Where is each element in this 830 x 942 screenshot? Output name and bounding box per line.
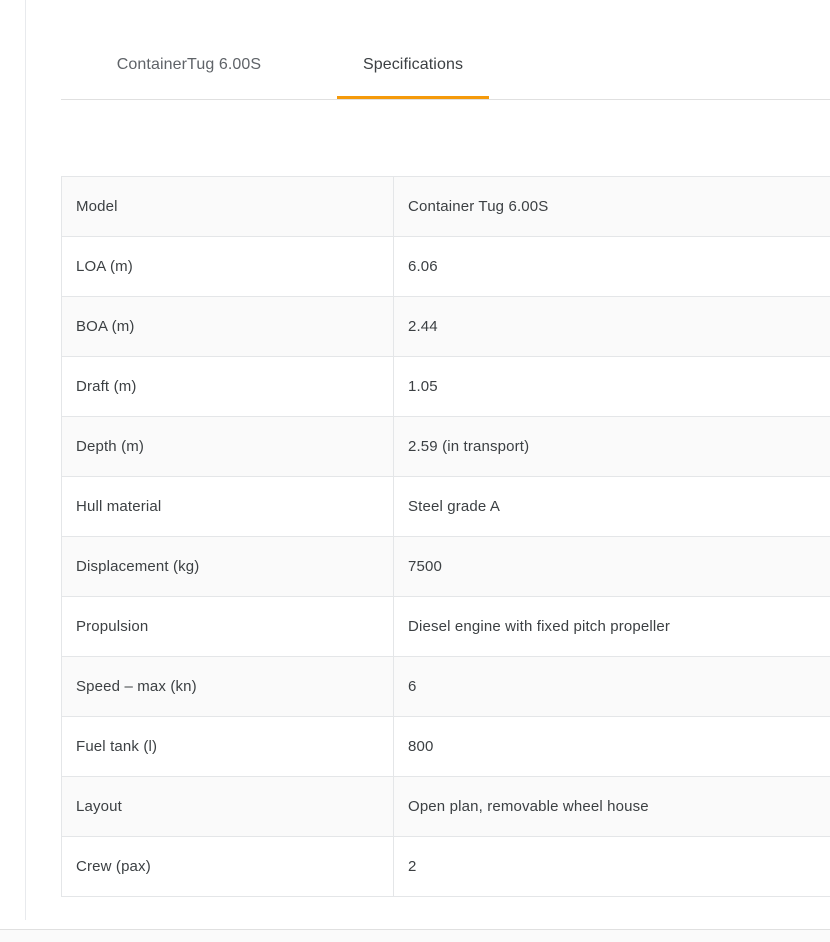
- table-row: [62, 237, 830, 297]
- table-row: [62, 297, 830, 357]
- spec-value-cell: 7500: [394, 537, 830, 597]
- table-row: [62, 417, 830, 477]
- spec-label-cell: Layout: [62, 777, 394, 837]
- spec-label-cell: Hull material: [62, 477, 394, 537]
- specifications-table: [61, 176, 830, 897]
- table-row: [62, 717, 830, 777]
- spec-value-cell: 6.06: [394, 237, 830, 297]
- tab-bar-divider: [61, 99, 830, 100]
- spec-value-cell: 2.59 (in transport): [394, 417, 830, 477]
- spec-label-cell: Displacement (kg): [62, 537, 394, 597]
- table-row: [62, 537, 830, 597]
- tab-label: ContainerTug 6.00S: [116, 55, 262, 73]
- spec-value-cell: Steel grade A: [394, 477, 830, 537]
- table-row: [62, 837, 830, 897]
- active-tab-indicator: [337, 96, 489, 99]
- tab-specifications[interactable]: [317, 30, 509, 99]
- spec-label-cell: Speed – max (kn): [62, 657, 394, 717]
- tab-label: Specifications: [362, 55, 464, 73]
- spec-label-cell: Crew (pax): [62, 837, 394, 897]
- left-gutter-divider: [25, 0, 26, 920]
- spec-value-cell: Diesel engine with fixed pitch propeller: [394, 597, 830, 657]
- spec-label-cell: Fuel tank (l): [62, 717, 394, 777]
- tab-containertug-600s[interactable]: [61, 30, 317, 99]
- specifications-table-body: [62, 177, 830, 897]
- spec-label-cell: Depth (m): [62, 417, 394, 477]
- spec-label-cell: Draft (m): [62, 357, 394, 417]
- spec-value-cell: Container Tug 6.00S: [394, 177, 830, 237]
- spec-value-cell: 2.44: [394, 297, 830, 357]
- spec-label-cell: LOA (m): [62, 237, 394, 297]
- spec-label-cell: BOA (m): [62, 297, 394, 357]
- table-row: [62, 657, 830, 717]
- spec-label-cell: Propulsion: [62, 597, 394, 657]
- table-row: [62, 357, 830, 417]
- footer-strip: [0, 930, 830, 942]
- table-row: [62, 597, 830, 657]
- spec-value-cell: Open plan, removable wheel house: [394, 777, 830, 837]
- spec-value-cell: 6: [394, 657, 830, 717]
- table-row: [62, 477, 830, 537]
- tab-bar: [61, 30, 830, 100]
- spec-value-cell: 2: [394, 837, 830, 897]
- spec-label-cell: Model: [62, 177, 394, 237]
- table-row: [62, 177, 830, 237]
- table-row: [62, 777, 830, 837]
- spec-value-cell: 1.05: [394, 357, 830, 417]
- spec-value-cell: 800: [394, 717, 830, 777]
